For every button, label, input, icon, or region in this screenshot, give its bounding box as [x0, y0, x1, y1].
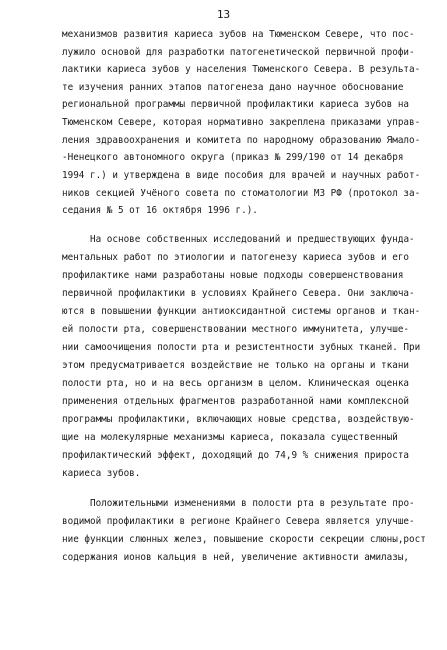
paragraph-2-line-10: применения отдельных фрагментов разработанной нами комплексной [62, 396, 410, 407]
paragraph-2-line-9: полости рта, но и на весь организм в целом. Клиническая оценка [62, 378, 410, 389]
paragraph-2-line-5: ются в повышении функции антиоксидантной системы органов и ткан- [62, 306, 421, 317]
paragraph-3-line-3: ние функции слюнных желез, повышение скорости секреции слюны,рост [62, 534, 426, 545]
paragraph-1-line-2: лужило основой для разработки патогенетической первичной профи- [62, 47, 415, 58]
paragraph-3-line-2: водимой профилактики в регионе Крайнего Севера является улучше- [62, 516, 415, 527]
paragraph-2-line-3: профилактике нами разработаны новые подходы совершенствования [62, 270, 404, 281]
paragraph-1-line-11: седания № 5 от 16 октября 1996 г.). [62, 205, 258, 216]
paragraph-3-line-4: содержания ионов кальция в ней, увеличение активности амилазы, [62, 552, 410, 563]
paragraph-1-line-4: те изучения ранних этапов патогенеза дано научное обоснование [62, 82, 404, 93]
paragraph-1-line-3: лактики кариеса зубов у населения Тюменского Севера. В результа- [62, 64, 421, 75]
paragraph-1-line-10: ников секцией Учёного совета по стоматологии МЗ РФ (протокол за- [62, 188, 421, 199]
paragraph-2-line-2: ментальных работ по этиологии и патогенезу кариеса зубов и его [62, 252, 410, 263]
paragraph-2-line-7: нии самоочищения полости рта и резистентности зубных тканей. При [62, 342, 421, 353]
paragraph-2-line-13: профилактический эффект, доходящий до 74,9 % снижения прироста [62, 450, 410, 461]
paragraph-1-line-5: региональной программы первичной профилактики кариеса зубов на [62, 99, 410, 110]
page-number: 13 [216, 8, 231, 21]
paragraph-2-line-4: первичной профилактики в условиях Крайнего Севера. Они заключа- [62, 288, 415, 299]
paragraph-2-line-8: этом предусматривается воздействие не только на органы и ткани [62, 360, 410, 371]
paragraph-1-line-6: Тюменском Севере, которая нормативно закреплена приказами управ- [62, 117, 421, 128]
paragraph-2-line-14: кариеса зубов. [62, 468, 141, 479]
paragraph-2-line-1: На основе собственных исследований и предшествующих фунда- [90, 234, 415, 245]
paragraph-1-line-9: 1994 г.) и утверждена в виде пособия для врачей и научных работ- [62, 170, 421, 181]
paragraph-2-line-6: ей полости рта, совершенствовании местного иммунитета, улучше- [62, 324, 410, 335]
paragraph-1-line-7: ления здравоохранения и комитета по народному образованию Ямало- [62, 135, 421, 146]
paragraph-1-line-1: механизмов развития кариеса зубов на Тюменском Севере, что пос- [62, 29, 415, 40]
paragraph-3-line-1: Положительными изменениями в полости рта в результате про- [90, 498, 415, 509]
paragraph-1-line-8: -Ненецкого автономного округа (приказ № 299/190 от 14 декабря [62, 152, 404, 163]
paragraph-2-line-12: щие на молекулярные механизмы кариеса, показала существенный [62, 432, 398, 443]
paragraph-2-line-11: программы профилактики, включающих новые средства, воздействую- [62, 414, 415, 425]
